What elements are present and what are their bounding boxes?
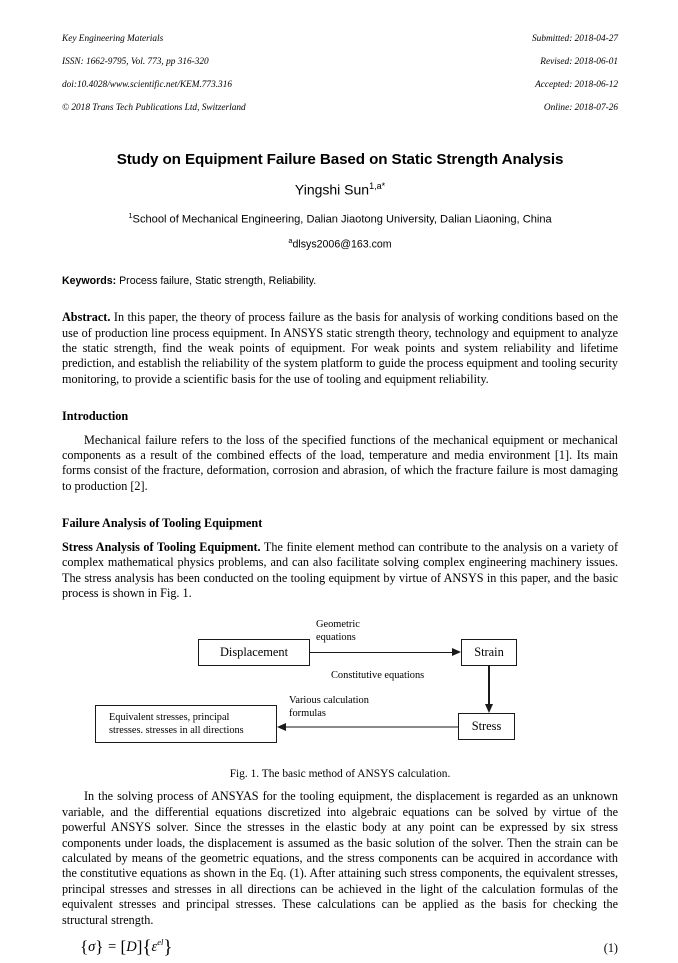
diagram-arrowhead-to-stress bbox=[485, 704, 493, 713]
diagram-arrow-strain-to-stress-line bbox=[488, 666, 490, 704]
diagram-box-equivalent-stresses bbox=[95, 705, 277, 743]
abstract-label: Abstract. bbox=[62, 310, 111, 325]
diagram-arrow-displacement-to-strain-line bbox=[310, 652, 452, 654]
date-online: Online: 2018-07-26 bbox=[543, 103, 618, 114]
email-line bbox=[62, 234, 618, 252]
diagram-arrowhead-to-equivalent bbox=[277, 723, 286, 731]
journal-doi: doi:10.4028/www.scientific.net/KEM.773.316 bbox=[62, 79, 232, 90]
journal-name: Key Engineering Materials bbox=[62, 33, 164, 44]
subheading-stress-analysis: Stress Analysis of Tooling Equipment. bbox=[62, 539, 261, 554]
date-revised: Revised: 2018-06-01 bbox=[540, 56, 618, 67]
equation-sigma: σ bbox=[88, 938, 96, 955]
submission-dates-block bbox=[532, 22, 618, 126]
paragraph-stress-analysis-text: The finite element method can contribute to the analysis on a variety of complex mathematical physics problems, and can also facilitate solving complex engineering machinery issues. The stress analysis has been conducted on the tooling equipment by virtue of ANSYS in this paper, and the basic process is shown in Fig. 1. bbox=[62, 539, 619, 600]
keywords-line bbox=[62, 275, 618, 288]
equation-1-row bbox=[62, 937, 618, 963]
diagram-label-constitutive-equations: Constitutive equations bbox=[331, 670, 425, 682]
diagram-box-displacement: Displacement bbox=[198, 639, 310, 666]
diagram-label-various-calculation-formulas: Various calculation formulas bbox=[289, 695, 369, 719]
email-address: dlsys2006@163.com bbox=[292, 238, 392, 251]
page-content bbox=[62, 22, 618, 963]
page-title: Study on Equipment Failure Based on Static Strength Analysis bbox=[116, 151, 564, 169]
diagram-arrowhead-to-strain bbox=[452, 648, 461, 656]
paragraph-stress-analysis bbox=[62, 540, 618, 602]
affiliation-text: School of Mechanical Engineering, Dalian Jiaotong University, Dalian Liaoning, China bbox=[132, 213, 552, 226]
diagram-box-equivalent-line1: Equivalent stresses, principal bbox=[109, 712, 230, 724]
abstract-text: In this paper, the theory of process failure as the basis for analysis of working conditions based on the use of production line process equipment. In ANSYS static strength theory, technology and equipment to analyze the static strength, find the weak points of equipment. For weak points and system reliability and lifetime prediction, and establish the reliability of the system platform to guide the process equipment and tooling security monitoring, to provide a scientific basis for the use of tooling and equipment reliability. bbox=[62, 310, 618, 386]
affiliation-line bbox=[62, 209, 618, 227]
keywords-label: Keywords: bbox=[62, 275, 117, 288]
journal-info-block bbox=[62, 22, 246, 126]
diagram-box-stress: Stress bbox=[458, 713, 515, 740]
date-submitted: Submitted: 2018-04-27 bbox=[532, 33, 618, 44]
heading-introduction: Introduction bbox=[62, 409, 129, 424]
heading-failure-analysis: Failure Analysis of Tooling Equipment bbox=[62, 516, 263, 531]
figure-1-diagram bbox=[62, 613, 618, 765]
abstract-paragraph bbox=[62, 310, 618, 387]
diagram-arrow-stress-to-equivalent-line bbox=[286, 726, 458, 728]
paragraph-after-figure: In the solving process of ANSYAS for the tooling equipment, the displacement is regarded as an unknown variable, and the differential equations discretized into algebraic equations can be solved by virtue of the powerful ANSYS solver. Since the stresses in the elastic body at any point can be expressed by six stress components under loads, the displacement is assumed as the basic solution of the solver. Then the strain can be calculated by means of the geometric equations, and the stress components can be acquired in accordance with the constitutive equations as shown in the Eq. (1). After attaining such stress components, the equivalent stresses, principal stresses and stresses in all directions can be achieved in the light of the calculation formulas of the equivalent stresses and principal stresses. These calculations can be applied as the basis for checking the structural strength. bbox=[62, 789, 618, 927]
author-name: Yingshi Sun bbox=[294, 182, 370, 198]
journal-running-header bbox=[62, 22, 618, 126]
equation-1-expression: $\{\sigma\} = [D]\{\varepsilon^{el}\}$ bbox=[80, 936, 173, 958]
journal-copyright: © 2018 Trans Tech Publications Ltd, Switzerland bbox=[62, 103, 246, 114]
diagram-box-equivalent-line2: stresses. stresses in all directions bbox=[109, 725, 244, 737]
keywords-text: Process failure, Static strength, Reliability. bbox=[116, 275, 317, 288]
email-mark: a bbox=[288, 235, 293, 245]
equation-epsilon-superscript: el bbox=[157, 937, 164, 948]
diagram-box-strain: Strain bbox=[461, 639, 517, 666]
paragraph-introduction: Mechanical failure refers to the loss of the specified functions of the mechanical equipment or mechanical components as a result of the combined effects of the load, temperature and media environment [1]. Its main forms consist of the fracture, deformation, corrosion and abrasion, of which the fracture failure is most damaging to production [2]. bbox=[62, 432, 618, 493]
equation-1-number: (1) bbox=[603, 940, 618, 955]
date-accepted: Accepted: 2018-06-12 bbox=[535, 79, 618, 90]
author-affiliation-marks: 1,a* bbox=[369, 181, 386, 192]
equation-equals: = bbox=[107, 938, 117, 955]
journal-issn-volume: ISSN: 1662-9795, Vol. 773, pp 316-320 bbox=[62, 56, 209, 67]
diagram-label-geometric-equations: Geometric equations bbox=[316, 619, 360, 643]
author-line bbox=[62, 178, 618, 199]
figure-1-caption: Fig. 1. The basic method of ANSYS calculation. bbox=[229, 768, 451, 781]
equation-d: D bbox=[126, 938, 137, 955]
equation-epsilon: ε bbox=[151, 938, 158, 955]
affiliation-mark: 1 bbox=[128, 211, 133, 220]
